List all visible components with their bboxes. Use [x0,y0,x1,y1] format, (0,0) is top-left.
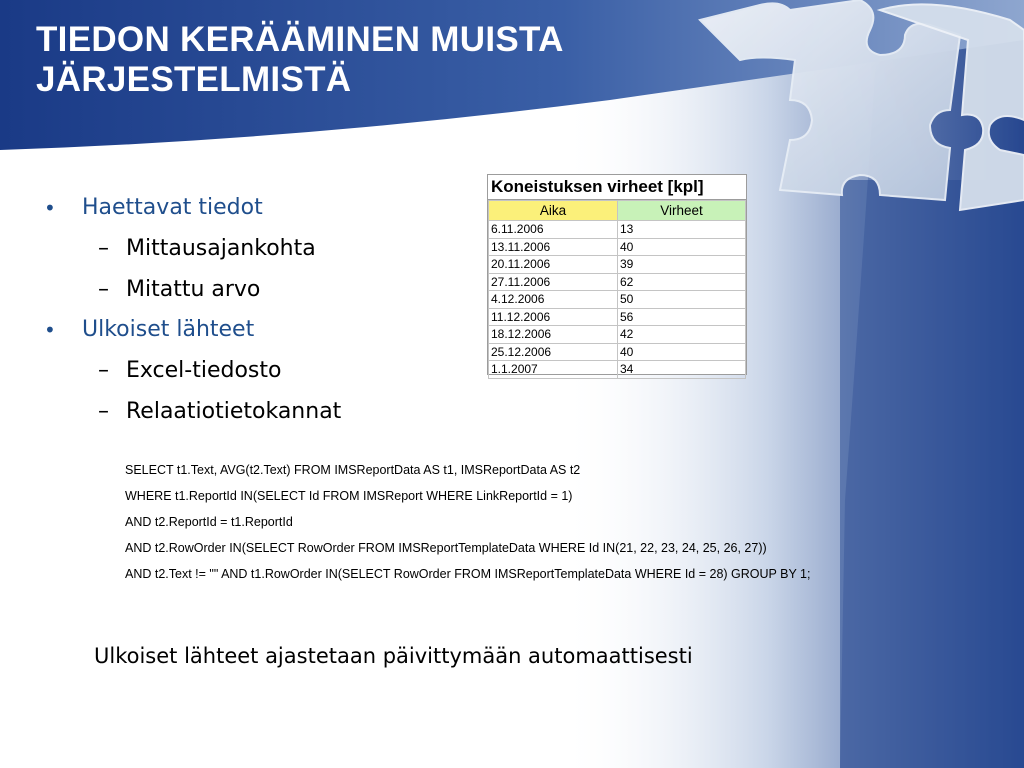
sql-line: AND t2.RowOrder IN(SELECT RowOrder FROM IMSReportTemplateData WHERE Id IN(21, 22, 23, 24, 25, 26, 27)) [125,541,767,555]
sql-line: AND t2.Text != "" AND t1.RowOrder IN(SELECT RowOrder FROM IMSReportTemplateData WHERE Id = 28) GROUP BY 1; [125,567,811,581]
date-cell: 1.1.2007 [489,361,618,379]
dash-marker: – [98,399,109,424]
table-row [489,221,746,239]
value-cell: 13 [618,221,746,239]
dash-marker: – [98,277,109,302]
table-row [489,238,746,256]
value-cell: 56 [618,308,746,326]
date-cell: 25.12.2006 [489,343,618,361]
value-cell: 50 [618,291,746,309]
date-cell: 4.12.2006 [489,291,618,309]
title-line-1: TIEDON KERÄÄMINEN MUISTA [36,20,564,59]
error-table [487,174,747,375]
bullet-text: Haettavat tiedot [82,195,263,220]
bullet-marker: • [44,318,56,342]
footer-note: Ulkoiset lähteet ajastetaan päivittymään automaattisesti [94,644,693,668]
dash-marker: – [98,358,109,383]
dash-marker: – [98,236,109,261]
date-cell: 20.11.2006 [489,256,618,274]
table-row [489,291,746,309]
sub-bullet-item [40,350,341,391]
slide-title [36,20,564,100]
sub-bullet-item [40,228,341,269]
column-header-aika: Aika [489,201,618,221]
bullet-item [40,188,341,228]
value-cell: 39 [618,256,746,274]
data-table [488,200,746,379]
table-header-row [489,201,746,221]
value-cell: 42 [618,326,746,344]
date-cell: 11.12.2006 [489,308,618,326]
table-title: Koneistuksen virheet [kpl] [488,175,746,200]
bullet-item [40,310,341,350]
column-header-virheet: Virheet [618,201,746,221]
date-cell: 13.11.2006 [489,238,618,256]
sql-line: AND t2.ReportId = t1.ReportId [125,515,293,529]
sub-bullet-text: Excel-tiedosto [126,358,282,383]
sub-bullet-item [40,269,341,310]
value-cell: 40 [618,343,746,361]
table-row [489,308,746,326]
bullet-text: Ulkoiset lähteet [82,317,255,342]
sub-bullet-text: Relaatiotietokannat [126,399,342,424]
sub-bullet-item [40,391,341,432]
table-row [489,326,746,344]
table-row [489,343,746,361]
date-cell: 27.11.2006 [489,273,618,291]
date-cell: 6.11.2006 [489,221,618,239]
bullet-list [40,188,341,432]
sub-bullet-text: Mitattu arvo [126,277,261,302]
date-cell: 18.12.2006 [489,326,618,344]
value-cell: 40 [618,238,746,256]
value-cell: 34 [618,361,746,379]
table-row [489,361,746,379]
table-row [489,273,746,291]
sql-line: SELECT t1.Text, AVG(t2.Text) FROM IMSReportData AS t1, IMSReportData AS t2 [125,463,581,477]
table-row [489,256,746,274]
sql-query [125,461,810,591]
bullet-marker: • [44,196,56,220]
sql-line: WHERE t1.ReportId IN(SELECT Id FROM IMSReport WHERE LinkReportId = 1) [125,489,573,503]
title-line-2: JÄRJESTELMISTÄ [36,60,352,99]
value-cell: 62 [618,273,746,291]
sub-bullet-text: Mittausajankohta [126,236,316,261]
